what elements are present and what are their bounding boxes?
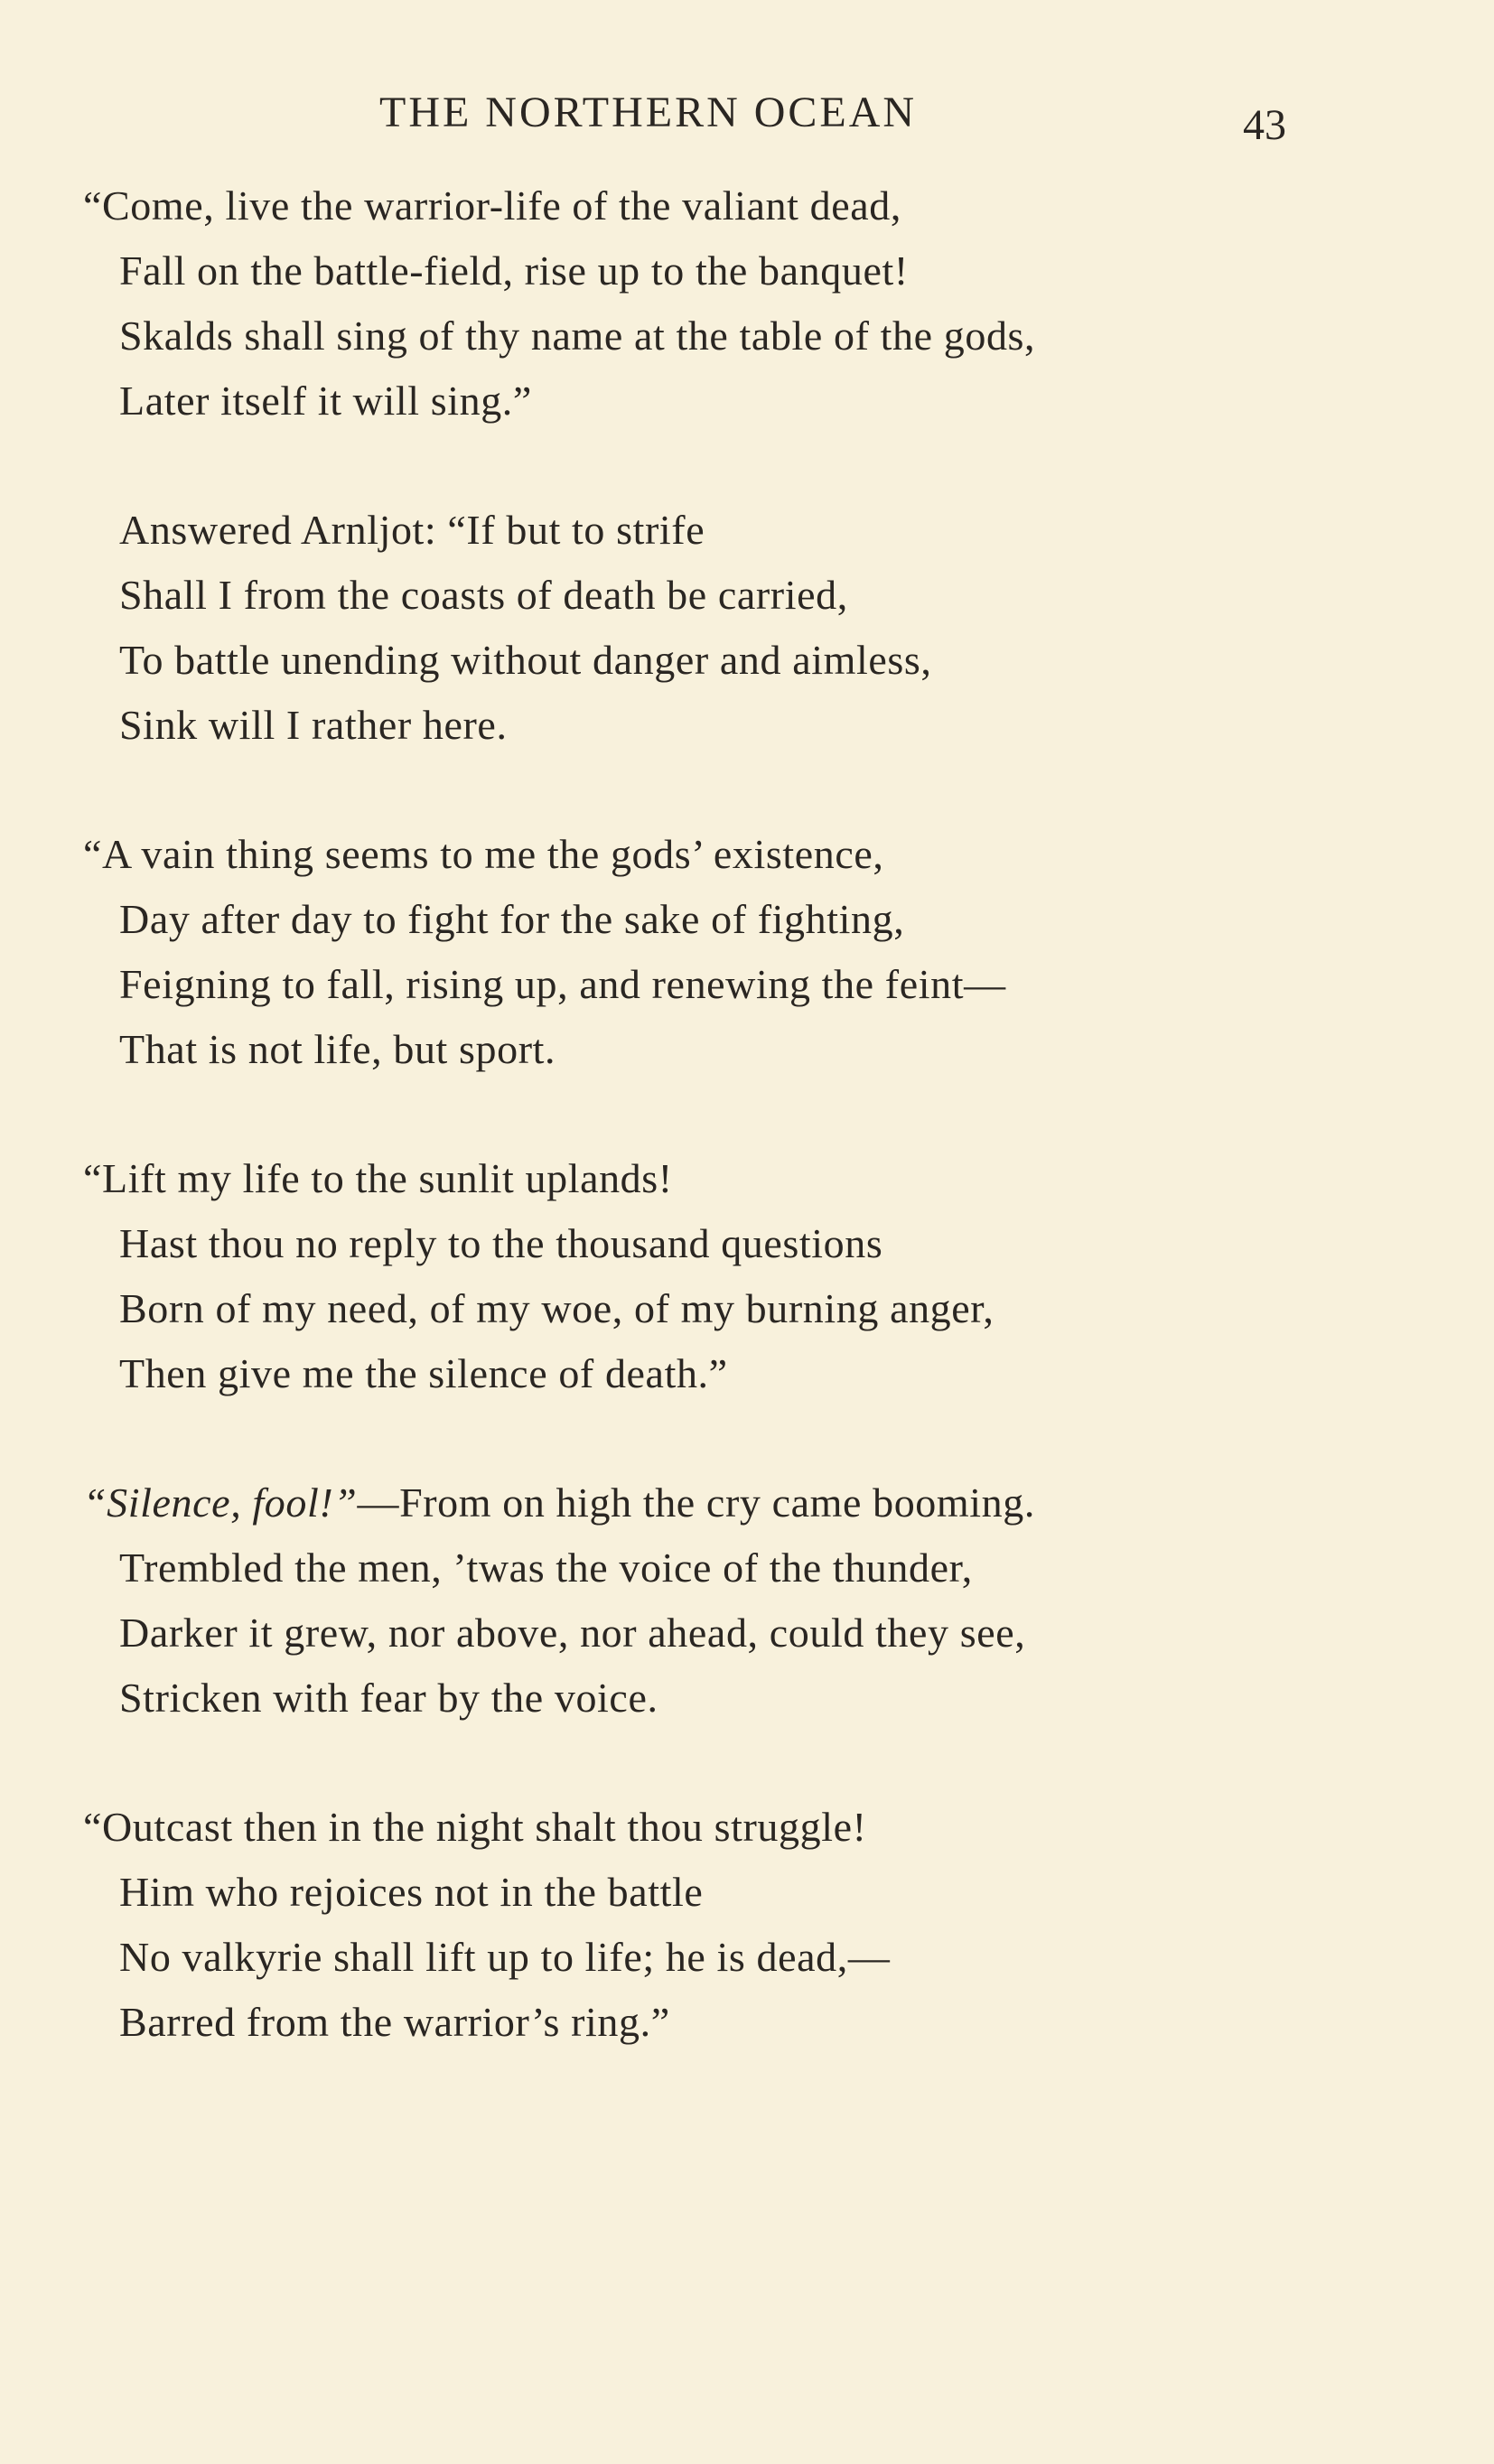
verse-line: Born of my need, of my woe, of my burning anger, <box>119 1285 994 1331</box>
verse-line: Stricken with fear by the voice. <box>119 1675 658 1721</box>
verse-line: Feigning to fall, rising up, and renewing the feint— <box>119 961 1006 1007</box>
running-head <box>0 83 1494 149</box>
verse-line: Day after day to fight for the sake of fighting, <box>119 896 905 942</box>
italic-exclamation: “Silence, fool!” <box>83 1479 358 1526</box>
verse-line: Shall I from the coasts of death be carried, <box>119 572 848 618</box>
poem <box>83 173 1330 2055</box>
verse-line: No valkyrie shall lift up to life; he is dead,— <box>119 1934 891 1980</box>
running-title: THE NORTHERN OCEAN <box>379 89 918 136</box>
verse-line: Later itself it will sing.” <box>119 378 532 424</box>
stanza <box>83 173 1330 434</box>
verse-line: Answered Arnljot: “If but to strife <box>119 507 705 553</box>
verse-line: Then give me the silence of death.” <box>119 1350 728 1396</box>
verse-line: “Come, live the warrior-life of the valiant dead, <box>83 182 901 229</box>
stanza <box>83 1470 1330 1731</box>
stanza <box>83 1795 1330 2055</box>
verse-line: Trembled the men, ’twas the voice of the thunder, <box>119 1545 973 1591</box>
verse-line: Hast thou no reply to the thousand questions <box>119 1220 883 1266</box>
verse-line: To battle unending without danger and aimless, <box>119 637 932 683</box>
verse-line: Skalds shall sing of thy name at the table of the gods, <box>119 313 1036 359</box>
stanza <box>83 822 1330 1082</box>
verse-line: That is not life, but sport. <box>119 1026 556 1072</box>
stanza <box>83 498 1330 758</box>
verse-line: “A vain thing seems to me the gods’ existence, <box>83 831 884 877</box>
verse-line: “Lift my life to the sunlit uplands! <box>83 1155 673 1201</box>
verse-line: “Outcast then in the night shalt thou struggle! <box>83 1804 867 1850</box>
verse-line: Sink will I rather here. <box>119 702 508 748</box>
verse-line <box>83 1470 1330 1535</box>
verse-line-rest: —From on high the cry came booming. <box>357 1479 1035 1526</box>
verse-line: Fall on the battle-field, rise up to the banquet! <box>119 247 909 294</box>
verse-line: Darker it grew, nor above, nor ahead, could they see, <box>119 1610 1026 1656</box>
stanza <box>83 1146 1330 1406</box>
page-number: 43 <box>1243 101 1286 149</box>
verse-line: Barred from the warrior’s ring.” <box>119 1999 670 2045</box>
verse-line: Him who rejoices not in the battle <box>119 1869 704 1915</box>
